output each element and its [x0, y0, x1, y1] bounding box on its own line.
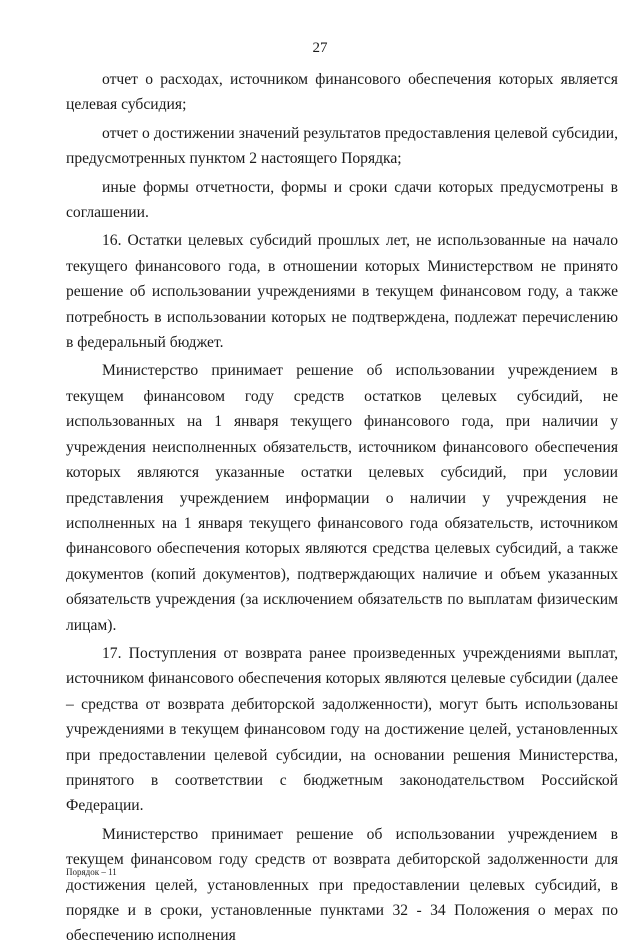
paragraph-clause-16: 16. Остатки целевых субсидий прошлых лет, не использованные на начало текущего финансового года, в отношении которых Министерством не принято решение об использовании учреждениями в текущем финансовом году, а также потребность в использовании которых не подтверждена, подлежат перечислению в федеральный бюджет.	[66, 232, 618, 352]
document-body	[66, 67, 618, 952]
footer-label: Порядок – 11	[66, 867, 117, 877]
paragraph-ministry-decision-receivables: Министерство принимает решение об использовании учреждением в текущем финансовом году средств от возврата дебиторской задолженности для достижения целей, установленных при предоставлении целевых субсидий, в порядке и в сроки, установленные пунктами 32 - 34 Положения о мерах по обеспечению исполнения	[66, 825, 618, 945]
paragraph-other-forms: иные формы отчетности, формы и сроки сдачи которых предусмотрены в соглашении.	[66, 178, 618, 222]
paragraph-clause-17: 17. Поступления от возврата ранее произведенных учреждениями выплат, источником финансового обеспечения которых являются целевые субсидии (далее – средства от возврата дебиторской задолженности), могут быть использованы учреждениями в текущем финансовом году на достижение целей, установленных при предоставлении целевой субсидии, на основании решения Министерства, принятого в соответствии с бюджетным законодательством Российской Федерации.	[66, 644, 618, 815]
paragraph-report-expenses: отчет о расходах, источником финансового обеспечения которых является целевая субсидия;	[66, 71, 618, 114]
paragraph-report-results: отчет о достижении значений результатов предоставления целевой субсидии, предусмотренных пунктом 2 настоящего Порядка;	[66, 124, 618, 168]
paragraph-ministry-decision-remainders: Министерство принимает решение об использовании учреждением в текущем финансовом году средств остатков целевых субсидий, не использованных на 1 января текущего финансового года, при наличии у учреждения неисполненных обязательств, источником финансового обеспечения которых являются указанные остатки целевых субсидий, при условии представления учреждением информации о наличии у учреждения не исполненных на 1 января текущего финансового года обязательств, источником финансового обеспечения которых являются средства целевых субсидий, а также документов (копий документов), подтверждающих наличие и объем указанных обязательств учреждения (за исключением обязательств по выплатам физическим лицам).	[66, 362, 618, 634]
page-number: 27	[312, 40, 328, 56]
